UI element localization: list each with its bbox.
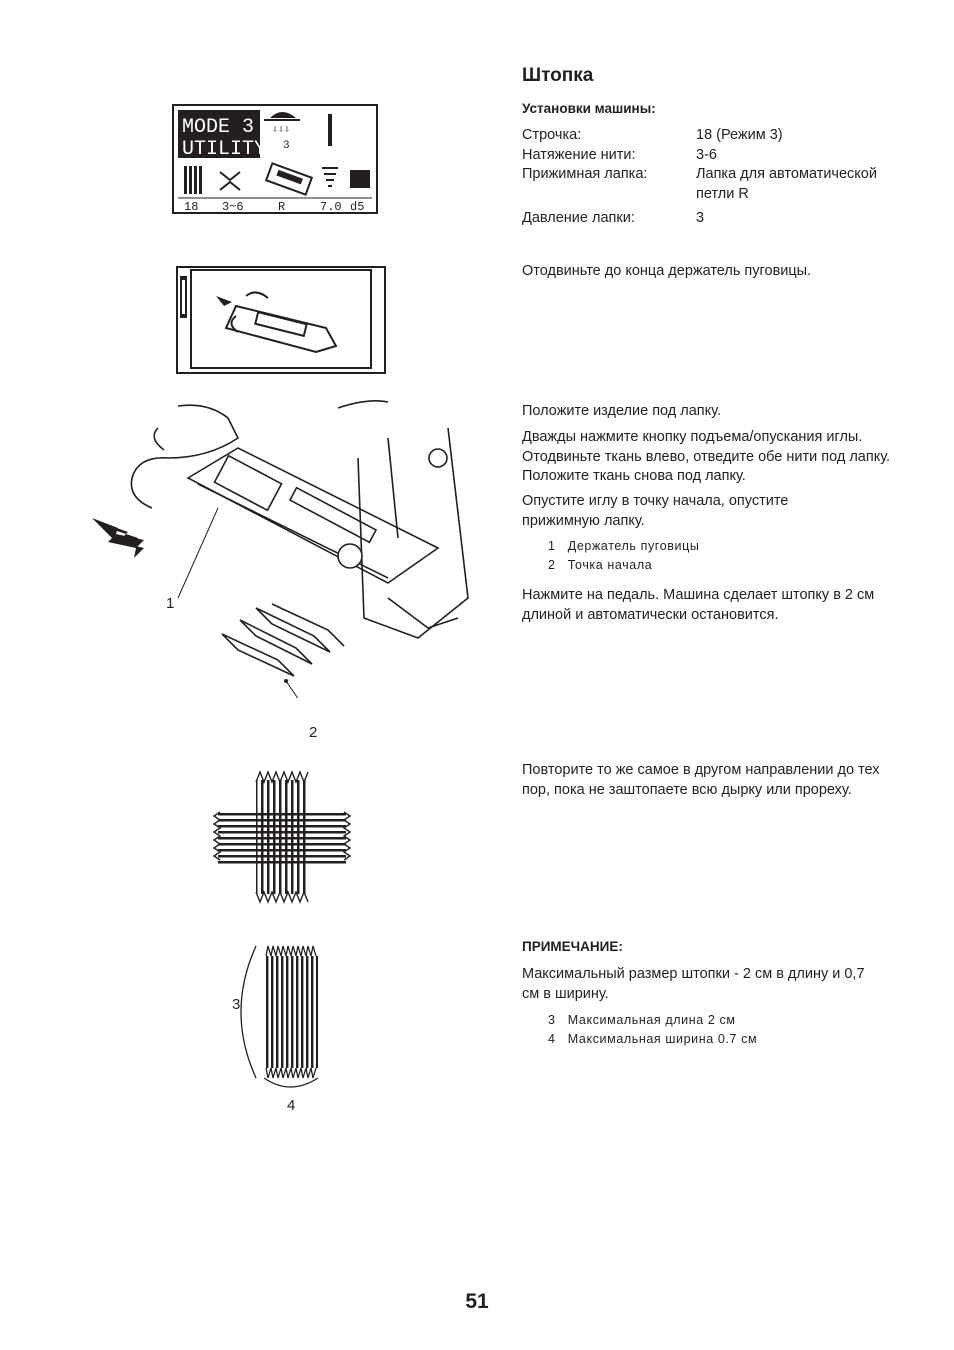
page-title: Штопка: [522, 65, 594, 86]
darning-cross-figure: [212, 770, 352, 904]
settings-value: 3-6: [696, 146, 717, 163]
settings-heading: Установки машины:: [522, 101, 656, 116]
step2b-text: Дважды нажмите кнопку подъема/опускания иглы. Отодвиньте ткань влево, отведите обе нити под лапку. Положите ткань снова под лапку.: [522, 429, 891, 484]
lcd-foot: R: [278, 200, 286, 214]
stitch-width-icon: [350, 170, 370, 188]
settings-table: [522, 126, 912, 229]
svg-text:⇩⇩⇩: ⇩⇩⇩: [272, 124, 291, 135]
settings-value: Лапка для автоматической петли R: [696, 166, 877, 202]
settings-label: Строчка:: [522, 127, 582, 143]
label-3: 3: [232, 996, 241, 1013]
lcd-width: d5: [350, 200, 365, 214]
label-4: 4: [287, 1097, 296, 1114]
settings-row: [522, 209, 912, 229]
lcd-stitch: 18: [184, 200, 199, 214]
page-number: 51: [465, 1290, 489, 1313]
width-arc: [264, 1078, 318, 1087]
lcd-utility: UTILITY: [182, 138, 267, 161]
settings-row: [522, 165, 912, 204]
legend-item: 1 Держатель пуговицы: [548, 539, 700, 553]
lcd-length: 7.0: [320, 200, 342, 214]
legend-item: 4 Максимальная ширина 0.7 см: [548, 1032, 758, 1046]
button-holder-display: [176, 266, 386, 374]
lcd-pressure: 3: [283, 140, 290, 152]
settings-value: 18 (Режим 3): [696, 127, 783, 143]
step2c-text: Опустите иглу в точку начала, опустите прижимную лапку.: [522, 493, 789, 529]
settings-label: Прижимная лапка:: [522, 166, 648, 182]
step2d-text: Нажмите на педаль. Машина сделает штопку в 2 см длиной и автоматически остановится.: [522, 587, 875, 623]
lcd-display: [172, 104, 378, 214]
note-heading: ПРИМЕЧАНИЕ:: [522, 939, 623, 954]
step3-text: Повторите то же самое в другом направлении до тех пор, пока не заштопаете всю дырку или прореху.: [522, 762, 880, 798]
max-size-figure: [230, 940, 330, 1090]
settings-row: [522, 126, 912, 146]
length-arc: [241, 946, 256, 1078]
machine-illustration: [88, 398, 488, 698]
settings-value: 3: [696, 210, 705, 226]
legend-item: 3 Максимальная длина 2 см: [548, 1013, 736, 1027]
lcd-tension: 3~6: [222, 200, 244, 214]
note-text: Максимальный размер штопки - 2 см в длину и 0,7 см в ширину.: [522, 966, 865, 1002]
step2a-text: Положите изделие под лапку.: [522, 403, 721, 419]
label-2: 2: [309, 724, 318, 741]
label-1: 1: [166, 595, 175, 612]
settings-row: [522, 146, 912, 166]
settings-label: Давление лапки:: [522, 210, 635, 226]
legend-item: 2 Точка начала: [548, 558, 653, 572]
needle-icon: [328, 114, 332, 146]
settings-label: Натяжение нити:: [522, 146, 636, 163]
lcd-mode: MODE 3: [182, 116, 255, 139]
step1-text: Отодвиньте до конца держатель пуговицы.: [522, 263, 812, 279]
